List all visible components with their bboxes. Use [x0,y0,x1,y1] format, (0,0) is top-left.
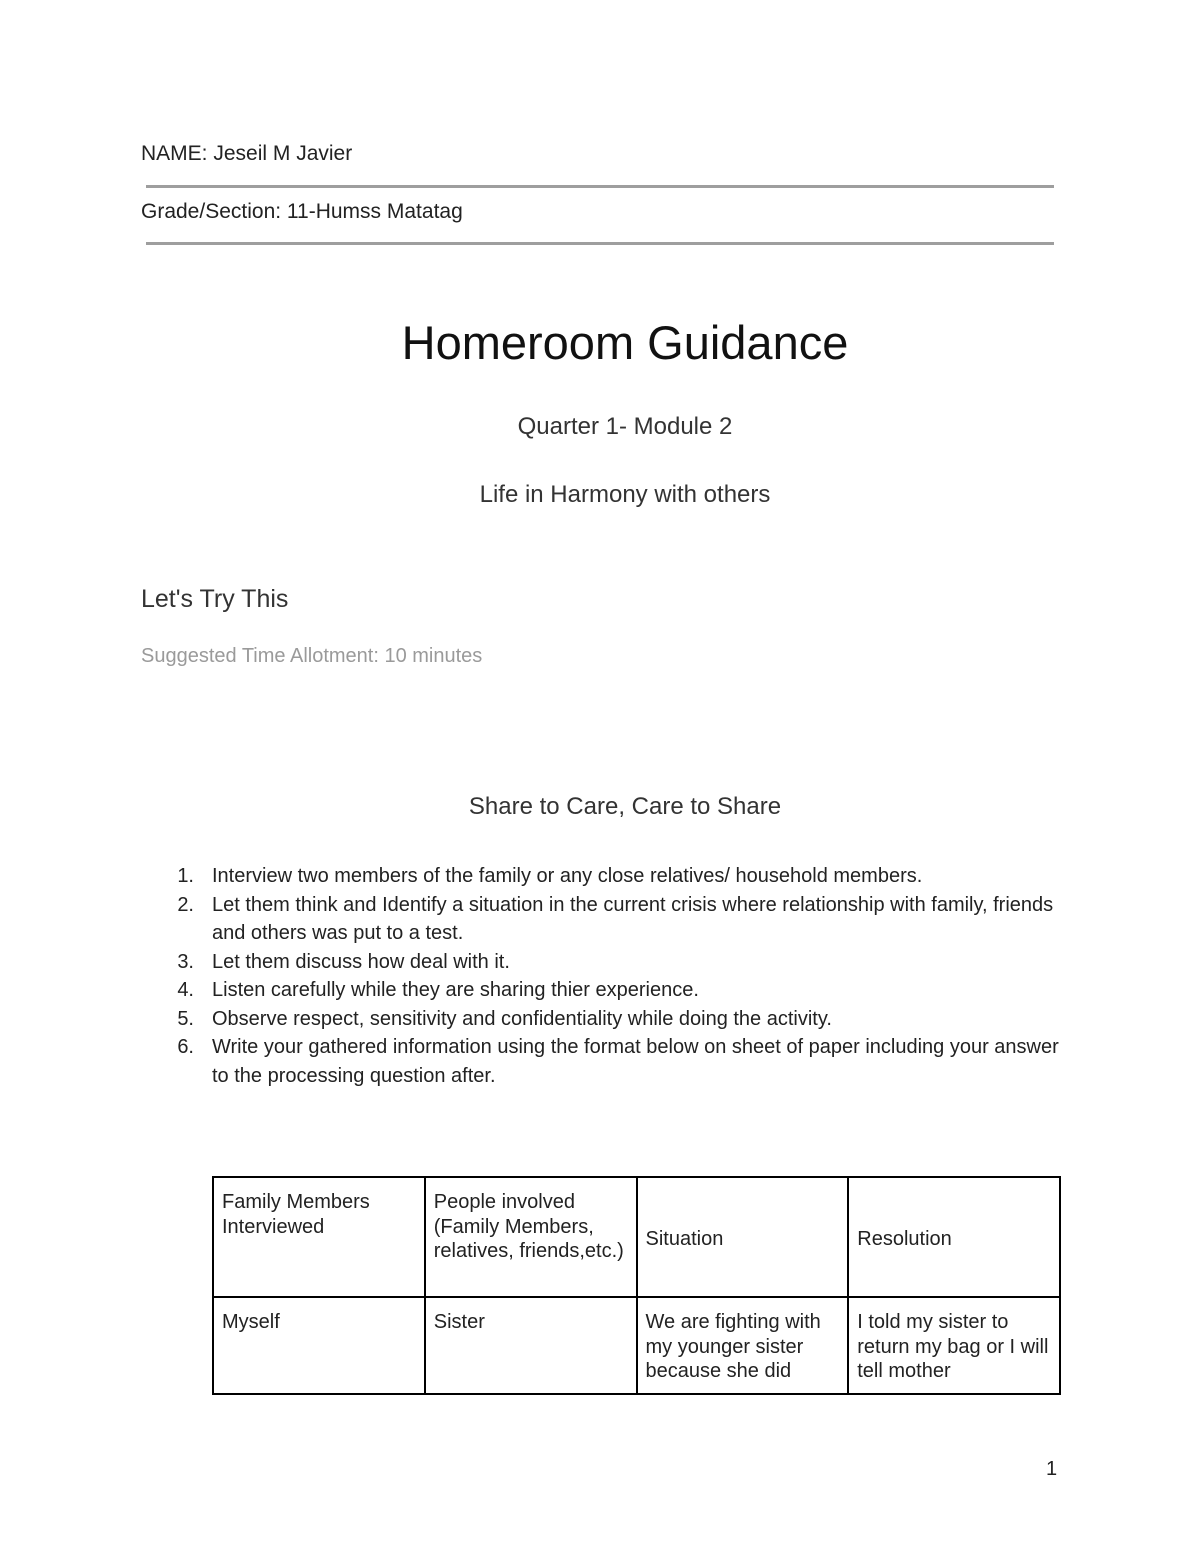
header-people-involved: People involved (Family Members, relatives, friends,etc.) [425,1177,637,1297]
list-item [160,891,1060,948]
list-item-number: 5. [177,1007,194,1030]
list-item-text: Let them think and Identify a situation in the current crisis where relationship with family, friends and others was put to a test. [212,893,1054,944]
table-cell: Sister [425,1297,637,1394]
list-item [160,948,1060,977]
instructions-list [160,862,1060,1090]
lesson-subtitle: Life in Harmony with others [479,481,771,508]
table-row [213,1297,1060,1394]
header-resolution: Resolution [848,1177,1060,1297]
list-item-number: 4. [177,979,194,1001]
activity-table [212,1176,1061,1395]
list-item-text: Let them discuss how deal with it. [212,950,510,973]
list-item-number: 2. [177,893,194,916]
grade-section: Grade/Section: 11-Humss Matatag [141,200,463,223]
section-heading: Let's Try This [141,585,289,613]
list-item-number: 1. [177,865,194,887]
list-item-number: 6. [177,1036,194,1058]
name-underline [146,185,1054,188]
list-item-text: Listen carefully while they are sharing thier experience. [212,979,699,1001]
list-item [160,1033,1060,1090]
list-item [160,976,1060,1005]
student-name: NAME: Jeseil M Javier [141,142,353,165]
list-item-number: 3. [177,950,194,973]
list-item-text: Interview two members of the family or any close relatives/ household members. [212,865,923,887]
header-family-members: Family Members Interviewed [213,1177,425,1297]
page-number: 1 [1046,1458,1058,1480]
activity-title: Share to Care, Care to Share [468,793,782,820]
list-item [160,862,1060,891]
table-cell: Myself [213,1297,425,1394]
list-item [160,1005,1060,1034]
header-situation: Situation [637,1177,849,1297]
table-header-row [213,1177,1060,1297]
module-subtitle: Quarter 1- Module 2 [517,413,733,440]
grade-underline [146,242,1054,245]
list-item-text: Observe respect, sensitivity and confidentiality while doing the activity. [212,1007,832,1030]
table-cell: We are fighting with my younger sister because she did [637,1297,849,1394]
page-title: Homeroom Guidance [401,316,849,369]
time-allotment: Suggested Time Allotment: 10 minutes [141,645,483,667]
table-cell: I told my sister to return my bag or I will tell mother [848,1297,1060,1394]
list-item-text: Write your gathered information using the format below on sheet of paper including your answer to the processing question after. [212,1036,1059,1087]
